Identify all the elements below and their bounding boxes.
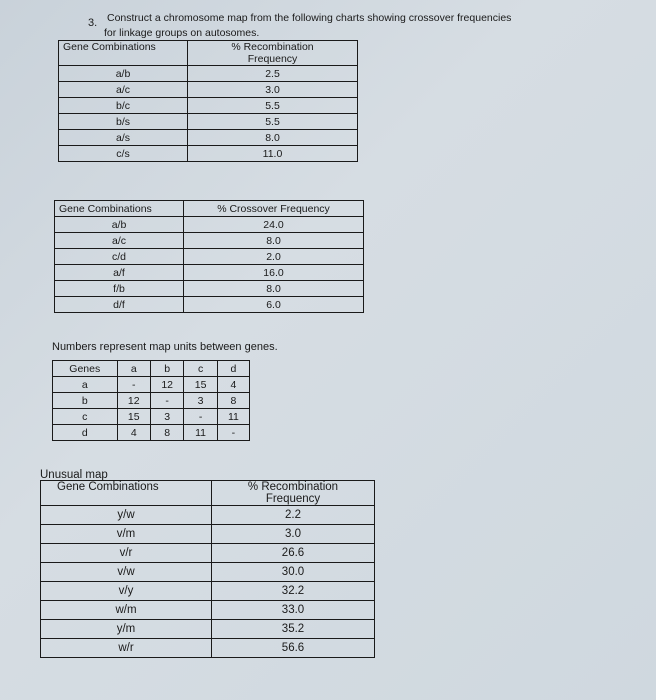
gene-combination-cell: d/f — [55, 297, 184, 313]
gene-combination-cell: v/y — [41, 582, 212, 601]
table-header-gene-combinations: Gene Combinations — [59, 41, 188, 66]
table-header-gene-combinations: Gene Combinations — [55, 201, 184, 217]
unusual-map-table — [40, 480, 375, 658]
question-line-1: Construct a chromosome map from the following charts showing crossover frequencies — [107, 12, 512, 24]
recombination-table-1 — [58, 40, 358, 162]
matrix-cell: 11 — [217, 409, 249, 425]
gene-combination-cell: v/m — [41, 525, 212, 544]
matrix-cell: 4 — [217, 377, 249, 393]
table-row — [55, 233, 364, 249]
gene-combination-cell: c/d — [55, 249, 184, 265]
matrix-cell: 3 — [150, 409, 183, 425]
matrix-header-genes: Genes — [53, 361, 118, 377]
map-units-matrix — [52, 360, 250, 441]
gene-combination-cell: v/w — [41, 563, 212, 582]
table-row — [53, 409, 250, 425]
frequency-cell: 8.0 — [184, 233, 364, 249]
gene-combination-cell: a/c — [55, 233, 184, 249]
frequency-cell: 56.6 — [212, 639, 375, 658]
table-row — [41, 525, 375, 544]
frequency-cell: 30.0 — [212, 563, 375, 582]
matrix-row-label: a — [53, 377, 118, 393]
table-row — [55, 265, 364, 281]
table-row — [59, 146, 358, 162]
table-header-line: % Recombination — [247, 481, 339, 493]
matrix-cell: 8 — [150, 425, 183, 441]
table-row — [41, 620, 375, 639]
table-row — [55, 281, 364, 297]
table-row — [41, 639, 375, 658]
crossover-table-2 — [54, 200, 364, 313]
table-row — [41, 563, 375, 582]
table-header-gene-combinations: Gene Combinations — [41, 481, 212, 506]
frequency-cell: 26.6 — [212, 544, 375, 563]
table-row — [59, 130, 358, 146]
frequency-cell: 16.0 — [184, 265, 364, 281]
table-row — [59, 66, 358, 82]
matrix-cell: 12 — [150, 377, 183, 393]
frequency-cell: 24.0 — [184, 217, 364, 233]
table-row — [59, 98, 358, 114]
matrix-cell: 8 — [217, 393, 249, 409]
matrix-cell: 15 — [117, 409, 150, 425]
gene-combination-cell: a/f — [55, 265, 184, 281]
table-header-frequency — [212, 481, 375, 506]
table-row — [41, 506, 375, 525]
frequency-cell: 32.2 — [212, 582, 375, 601]
gene-combination-cell: c/s — [59, 146, 188, 162]
table-header-crossover-frequency: % Crossover Frequency — [184, 201, 364, 217]
table-row — [55, 297, 364, 313]
matrix-row-label: d — [53, 425, 118, 441]
matrix-cell: 11 — [184, 425, 217, 441]
table-row — [55, 217, 364, 233]
table-row — [59, 114, 358, 130]
matrix-header-b: b — [150, 361, 183, 377]
table-header-line: Frequency — [265, 493, 321, 505]
matrix-cell: - — [184, 409, 217, 425]
matrix-header-c: c — [184, 361, 217, 377]
table-header-frequency — [188, 41, 358, 66]
matrix-cell: - — [150, 393, 183, 409]
frequency-cell: 8.0 — [184, 281, 364, 297]
table-row — [53, 425, 250, 441]
frequency-cell: 5.5 — [188, 114, 358, 130]
frequency-cell: 35.2 — [212, 620, 375, 639]
gene-combination-cell: y/m — [41, 620, 212, 639]
table-header-row — [41, 481, 375, 506]
frequency-cell: 6.0 — [184, 297, 364, 313]
gene-combination-cell: v/r — [41, 544, 212, 563]
matrix-cell: 4 — [117, 425, 150, 441]
frequency-cell: 11.0 — [188, 146, 358, 162]
matrix-cell: 15 — [184, 377, 217, 393]
table-header-line: Frequency — [247, 53, 298, 65]
matrix-row-label: b — [53, 393, 118, 409]
table-row — [41, 544, 375, 563]
question-number: 3. — [88, 17, 98, 29]
matrix-header-a: a — [117, 361, 150, 377]
gene-combination-cell: y/w — [41, 506, 212, 525]
question-line-2: for linkage groups on autosomes. — [104, 27, 260, 39]
table-row — [41, 601, 375, 620]
table-header-row — [55, 201, 364, 217]
table-row — [53, 377, 250, 393]
gene-combination-cell: a/c — [59, 82, 188, 98]
matrix-cell: - — [217, 425, 249, 441]
frequency-cell: 2.5 — [188, 66, 358, 82]
frequency-cell: 2.0 — [184, 249, 364, 265]
unusual-map-caption: Unusual map — [40, 469, 108, 481]
matrix-cell: 12 — [117, 393, 150, 409]
frequency-cell: 8.0 — [188, 130, 358, 146]
gene-combination-cell: b/c — [59, 98, 188, 114]
table-row — [41, 582, 375, 601]
gene-combination-cell: w/m — [41, 601, 212, 620]
table-header-line: % Recombination — [231, 41, 314, 53]
matrix-cell: 3 — [184, 393, 217, 409]
table-row — [53, 393, 250, 409]
gene-combination-cell: b/s — [59, 114, 188, 130]
table-row — [55, 249, 364, 265]
frequency-cell: 33.0 — [212, 601, 375, 620]
frequency-cell: 2.2 — [212, 506, 375, 525]
gene-combination-cell: a/b — [55, 217, 184, 233]
matrix-cell: - — [117, 377, 150, 393]
frequency-cell: 5.5 — [188, 98, 358, 114]
gene-combination-cell: a/s — [59, 130, 188, 146]
matrix-header-d: d — [217, 361, 249, 377]
gene-combination-cell: a/b — [59, 66, 188, 82]
table-header-row — [59, 41, 358, 66]
gene-combination-cell: w/r — [41, 639, 212, 658]
map-units-caption: Numbers represent map units between genes. — [52, 341, 278, 353]
table-header-row — [53, 361, 250, 377]
frequency-cell: 3.0 — [212, 525, 375, 544]
gene-combination-cell: f/b — [55, 281, 184, 297]
frequency-cell: 3.0 — [188, 82, 358, 98]
table-row — [59, 82, 358, 98]
matrix-row-label: c — [53, 409, 118, 425]
